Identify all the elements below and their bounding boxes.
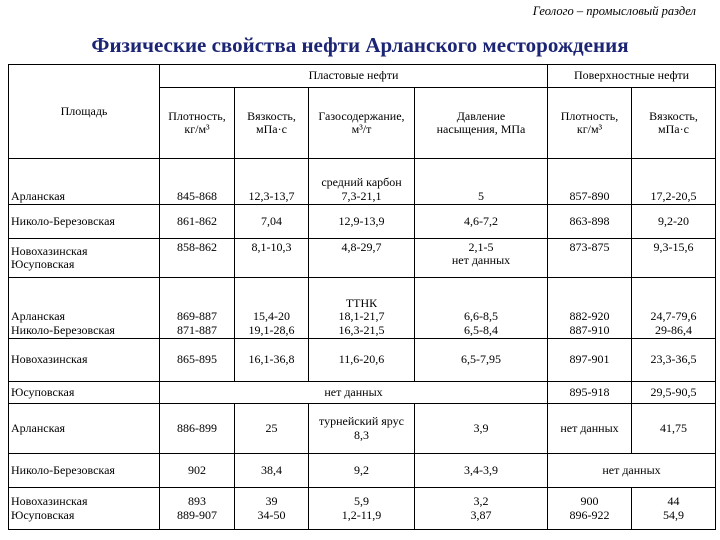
cell-value: 3,4-3,9 (415, 454, 548, 488)
cell-value: 39 (265, 494, 278, 509)
cell-value: 3,87 (470, 507, 492, 522)
header-area (9, 65, 160, 159)
section-label-ttnk: ТТНК (345, 295, 378, 310)
cell-area: Юсуповская (11, 257, 75, 271)
header-res-viscosity-l1: Вязкость, (247, 108, 296, 123)
cell-value: 873-875 (548, 239, 632, 278)
cell-value: 5,9 (354, 494, 369, 509)
section-label-tournaisian: турнейский ярус (319, 414, 404, 429)
cell-value: 3,2 (473, 494, 489, 509)
cell-value: 1,2-11,9 (341, 507, 382, 522)
cell-value: 893 (188, 494, 206, 509)
cell-value: 34-50 (257, 507, 286, 522)
cell-area: Арланская (11, 309, 66, 324)
header-res-viscosity (235, 88, 309, 159)
cell-value: 6,6-8,5 (464, 309, 498, 324)
cell-value: 9,2-20 (632, 205, 716, 239)
table-row (9, 454, 716, 488)
header-saturation-pressure-l1: Давление (456, 108, 506, 123)
header-area-label: Площадь (60, 103, 108, 118)
header-surf-density (548, 88, 632, 159)
cell-value-pair (415, 278, 548, 339)
cell-area: Арланская (9, 404, 160, 454)
cell-value-pair (548, 488, 632, 530)
cell-value: 886-899 (160, 404, 235, 454)
table-row (9, 382, 716, 404)
cell-value-pair (415, 488, 548, 530)
header-gas-content-l1: Газосодержание, (318, 108, 405, 123)
cell-value: 29-86,4 (655, 322, 692, 337)
cell-value-pair (235, 488, 309, 530)
cell-value-pair (548, 278, 632, 339)
header-res-density-l2: кг/м³ (184, 122, 210, 136)
cell-value: 857-890 (548, 159, 632, 205)
cell-value-pair (160, 278, 235, 339)
cell-no-data: нет данных (548, 454, 716, 488)
cell-area: Новохазинская (11, 494, 88, 509)
cell-value: 38,4 (235, 454, 309, 488)
cell-value: 887-910 (569, 322, 610, 337)
header-reservoir-group: Пластовые нефти (160, 65, 548, 88)
cell-value: 8,1-10,3 (235, 239, 309, 278)
header-surf-viscosity-l2: мПа·с (658, 122, 689, 136)
cell-gas-section (309, 159, 415, 205)
cell-value: 8,3 (354, 427, 369, 442)
header-res-density-l1: Плотность, (168, 108, 226, 123)
cell-value: 900 (580, 494, 599, 509)
cell-value: 15,4-20 (253, 309, 290, 324)
cell-area: Новохазинская (9, 339, 160, 382)
cell-value-pair (309, 488, 415, 530)
cell-value: 861-862 (160, 205, 235, 239)
cell-value: 6,5-8,4 (464, 322, 498, 337)
cell-pressure-nodata (415, 239, 548, 278)
header-gas-content (309, 88, 415, 159)
cell-value: нет данных (548, 404, 632, 454)
cell-value-pair (235, 278, 309, 339)
cell-value-pair (632, 488, 716, 530)
cell-value: 4,6-7,2 (415, 205, 548, 239)
cell-value: 889-907 (177, 507, 217, 522)
cell-area: Николо-Березовская (9, 454, 160, 488)
oil-properties-table (8, 64, 716, 530)
cell-value: 17,2-20,5 (632, 159, 716, 205)
page-title: Физические свойства нефти Арланского месторождения (91, 33, 629, 57)
cell-value: 18,1-21,7 (338, 309, 385, 324)
header-res-viscosity-l2: мПа·с (256, 122, 287, 136)
cell-area: Николо-Березовская (9, 205, 160, 239)
cell-value: 4,8-29,7 (309, 239, 415, 278)
table-row (9, 339, 716, 382)
table-row (9, 278, 716, 339)
cell-value: 2,1-5 (468, 240, 494, 254)
cell-value: 7,04 (235, 205, 309, 239)
cell-area-pair (9, 239, 160, 278)
cell-value: 845-868 (160, 159, 235, 205)
cell-gas-section (309, 278, 415, 339)
header-surf-viscosity (632, 88, 716, 159)
header-saturation-pressure-l2: насыщения, МПа (436, 122, 526, 136)
cell-value: 896-922 (569, 507, 610, 522)
cell-value: 9,2 (309, 454, 415, 488)
cell-value: 902 (160, 454, 235, 488)
cell-area-pair (9, 488, 160, 530)
cell-value-pair (160, 488, 235, 530)
cell-value: 12,9-13,9 (309, 205, 415, 239)
header-surf-density-l2: кг/м³ (576, 122, 603, 136)
table-row (9, 404, 716, 454)
cell-no-data: нет данных (160, 382, 548, 404)
table-row (9, 205, 716, 239)
header-surf-viscosity-l1: Вязкость, (649, 108, 698, 123)
cell-value: 7,3-21,1 (341, 188, 382, 203)
cell-value: 9,3-15,6 (632, 239, 716, 278)
cell-value: 24,7-79,6 (650, 309, 697, 324)
cell-value: 858-862 (160, 239, 235, 278)
cell-area: Новохазинская (11, 243, 88, 258)
cell-value: 44 (667, 494, 680, 509)
cell-value: 12,3-13,7 (235, 159, 309, 205)
cell-area: Юсуповская (11, 507, 75, 522)
section-label-middle-carbon: средний карбон (321, 175, 402, 190)
table-row (9, 488, 716, 530)
cell-value: 41,75 (632, 404, 716, 454)
cell-value: 23,3-36,5 (632, 339, 716, 382)
header-surface-group: Поверхностные нефти (548, 65, 716, 88)
cell-value: 54,9 (663, 507, 684, 522)
cell-value: 863-898 (548, 205, 632, 239)
cell-area: Юсуповская (9, 382, 160, 404)
cell-area-pair (9, 278, 160, 339)
header-surf-density-l1: Плотность, (560, 108, 619, 123)
cell-value: 869-887 (177, 309, 217, 324)
cell-value: 29,5-90,5 (632, 382, 716, 404)
cell-value: 5 (415, 159, 548, 205)
table-row (9, 239, 716, 278)
cell-value: 16,3-21,5 (338, 322, 385, 337)
cell-gas-section (309, 404, 415, 454)
cell-value: 11,6-20,6 (309, 339, 415, 382)
cell-area: Арланская (9, 159, 160, 205)
cell-area: Николо-Березовская (11, 322, 115, 337)
cell-value: 6,5-7,95 (415, 339, 548, 382)
cell-value-pair (632, 278, 716, 339)
cell-value: 897-901 (548, 339, 632, 382)
cell-value: 25 (235, 404, 309, 454)
header-gas-content-l2: м³/т (351, 122, 372, 136)
cell-value: 895-918 (548, 382, 632, 404)
no-data-label: нет данных (451, 253, 511, 268)
cell-value: 16,1-36,8 (235, 339, 309, 382)
cell-value: 865-895 (160, 339, 235, 382)
cell-value: 882-920 (569, 309, 610, 324)
cell-value: 871-887 (177, 322, 217, 337)
cell-value: 3,9 (415, 404, 548, 454)
header-res-density (160, 88, 235, 159)
table-row (9, 159, 716, 205)
section-header: Геолого – промысловый раздел (532, 4, 696, 18)
cell-value: 19,1-28,6 (248, 322, 295, 337)
header-saturation-pressure (415, 88, 548, 159)
